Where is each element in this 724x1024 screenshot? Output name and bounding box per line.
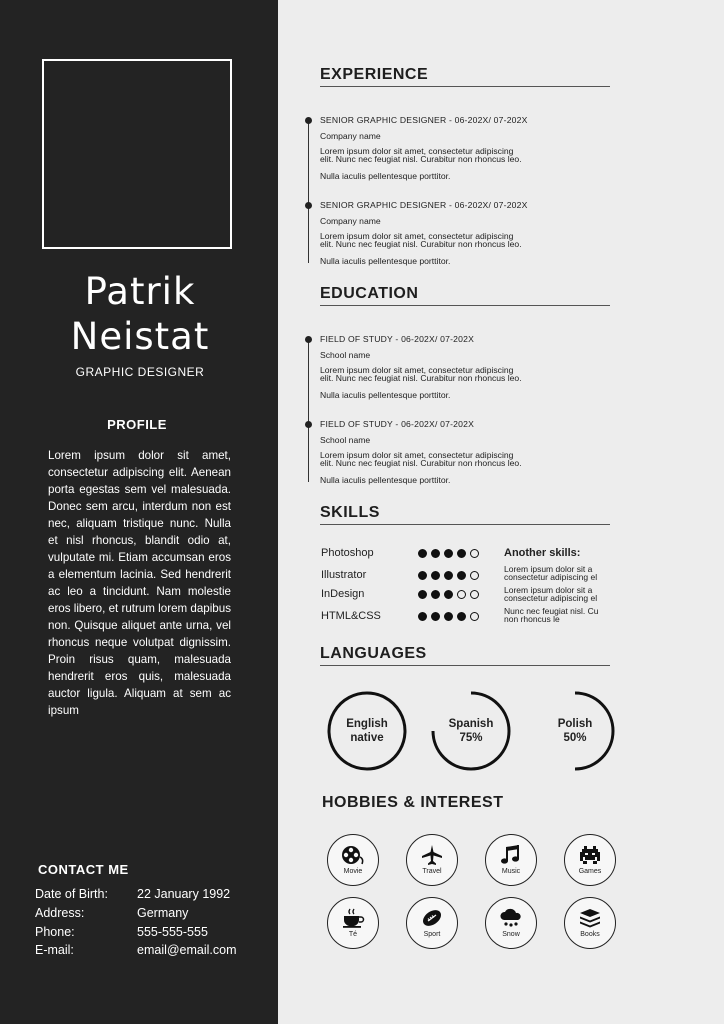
entry-desc-line: Lorem ipsum dolor sit amet, consectetur adipiscing	[320, 450, 514, 460]
language-name: Spanish	[448, 718, 494, 730]
other-skill-text	[504, 565, 614, 581]
timeline-dot	[305, 336, 312, 343]
entry-desc-line: elit. Nunc nec feugiat nisl. Curabitur non rhoncus leo.	[320, 154, 522, 164]
timeline-dot	[305, 421, 312, 428]
entry-title: FIELD OF STUDY - 06-202X/ 07-202X	[320, 334, 475, 344]
skill-name: Photoshop	[321, 547, 374, 559]
entry-subtitle: School name	[320, 435, 371, 445]
hobby-label: Books	[580, 931, 600, 938]
language-name: Polish	[557, 718, 593, 730]
other-skill-line: consectetur adipiscing el	[504, 593, 598, 603]
entry-description	[320, 451, 610, 467]
entry-note: Nulla iaculis pellentesque porttitor.	[320, 475, 451, 485]
education-heading: EDUCATION	[320, 285, 610, 306]
hobby-games	[564, 834, 616, 886]
first-name: Patrik	[84, 270, 196, 313]
entry-desc-line: Lorem ipsum dolor sit amet, consectetur adipiscing	[320, 231, 514, 241]
skill-dot-filled	[431, 571, 440, 580]
experience-heading: EXPERIENCE	[320, 66, 610, 87]
entry-description	[320, 232, 610, 248]
skill-dot-filled	[444, 571, 453, 580]
profile-photo-frame	[42, 59, 232, 249]
skill-dot-filled	[418, 590, 427, 599]
skill-dot-filled	[431, 549, 440, 558]
experience-timeline	[308, 118, 309, 263]
other-skill-text	[504, 607, 614, 623]
entry-desc-line: elit. Nunc nec feugiat nisl. Curabitur non rhoncus leo.	[320, 239, 522, 249]
entry-description	[320, 147, 610, 163]
skill-name: InDesign	[321, 588, 365, 600]
hobby-label: Té	[348, 931, 358, 938]
language-level: 75%	[459, 732, 483, 744]
skill-dot-filled	[457, 571, 466, 580]
entry-subtitle: School name	[320, 350, 371, 360]
entry-subtitle: Company name	[320, 131, 381, 141]
entry-title: SENIOR GRAPHIC DESIGNER - 06-202X/ 07-202X	[320, 115, 528, 125]
hobby-music	[485, 834, 537, 886]
languages-heading: LANGUAGES	[320, 645, 610, 666]
timeline-dot	[305, 202, 312, 209]
entry-title: SENIOR GRAPHIC DESIGNER - 06-202X/ 07-202X	[320, 200, 528, 210]
contact-label: Address:	[35, 906, 85, 920]
hobby-books	[564, 897, 616, 949]
entry-note: Nulla iaculis pellentesque porttitor.	[320, 390, 451, 400]
skill-dot-filled	[418, 571, 427, 580]
film-reel-icon	[328, 844, 378, 871]
contact-row-birth	[35, 887, 230, 901]
last-name: Neistat	[70, 315, 210, 358]
skill-dot-empty	[457, 590, 466, 599]
contact-row-email	[35, 943, 237, 957]
skill-dot-empty	[470, 612, 479, 621]
skills-heading: SKILLS	[320, 504, 610, 525]
skill-dot-filled	[431, 612, 440, 621]
other-skills-heading: Another skills:	[504, 547, 581, 559]
entry-desc-line: elit. Nunc nec feugiat nisl. Curabitur non rhoncus leo.	[320, 458, 522, 468]
music-note-icon	[486, 844, 536, 871]
contact-heading: CONTACT ME	[38, 862, 129, 877]
profile-heading: PROFILE	[107, 417, 167, 432]
sidebar	[0, 0, 278, 1024]
hobby-label: Sport	[423, 931, 441, 938]
other-skill-line: non rhoncus le	[504, 614, 560, 624]
other-skill-line: Nunc nec feugiat nisl. Cu	[504, 606, 599, 616]
skill-rating	[418, 612, 479, 621]
skill-dot-filled	[418, 549, 427, 558]
other-skill-line: Lorem ipsum dolor sit a	[504, 585, 593, 595]
other-skill-line: Lorem ipsum dolor sit a	[504, 564, 593, 574]
skill-dot-filled	[444, 612, 453, 621]
language-label	[534, 690, 616, 772]
contact-value: Germany	[137, 906, 189, 920]
experience-entry	[320, 115, 610, 181]
education-entry	[320, 419, 610, 485]
entry-description	[320, 366, 610, 382]
language-gauge	[430, 690, 512, 772]
contact-label: Date of Birth:	[35, 887, 108, 901]
entry-desc-line: Lorem ipsum dolor sit amet, consectetur adipiscing	[320, 146, 514, 156]
contact-row-address	[35, 906, 188, 920]
airplane-icon	[407, 844, 457, 871]
contact-label: E-mail:	[35, 943, 74, 957]
hobbies-heading: HOBBIES & INTEREST	[322, 794, 504, 811]
skill-dot-filled	[444, 590, 453, 599]
skill-dot-filled	[444, 549, 453, 558]
entry-note: Nulla iaculis pellentesque porttitor.	[320, 171, 451, 181]
other-skill-line: consectetur adipiscing el	[504, 572, 598, 582]
hobby-label: Movie	[343, 868, 363, 875]
hobby-label: Games	[578, 868, 602, 875]
snow-cloud-icon	[486, 907, 536, 934]
skill-dot-empty	[470, 590, 479, 599]
education-entry	[320, 334, 610, 400]
contact-value: 22 January 1992	[137, 887, 231, 901]
language-level: 50%	[563, 732, 587, 744]
hobby-label: Snow	[502, 931, 520, 938]
books-stack-icon	[565, 907, 615, 934]
skill-dot-filled	[457, 612, 466, 621]
entry-desc-line: Lorem ipsum dolor sit amet, consectetur adipiscing	[320, 365, 514, 375]
language-label	[326, 690, 408, 772]
skill-dot-filled	[418, 612, 427, 621]
education-timeline	[308, 337, 309, 482]
timeline-dot	[305, 117, 312, 124]
experience-entry	[320, 200, 610, 266]
contact-value: 555-555-555	[137, 925, 208, 939]
hobby-travel	[406, 834, 458, 886]
hobby-label: Travel	[422, 868, 442, 875]
space-invader-icon	[565, 844, 615, 871]
skill-dot-empty	[470, 549, 479, 558]
hobby-movie	[327, 834, 379, 886]
contact-label: Phone:	[35, 925, 75, 939]
skill-rating	[418, 549, 479, 558]
language-gauge	[534, 690, 616, 772]
contact-row-phone	[35, 925, 208, 939]
entry-subtitle: Company name	[320, 216, 381, 226]
language-name: English	[346, 718, 388, 730]
hobby-label: Music	[501, 868, 521, 875]
skill-dot-filled	[457, 549, 466, 558]
profile-text: Lorem ipsum dolor sit amet, consectetur adipiscing elit. Aenean porta egestas sem vel malesuada. Donec sem arcu, interdum non est nec, aliquam tristique nunc. Nulla et nisl rhoncus, blandit odio at, vulputate mi. Etiam accumsan eros a elementum lacinia. Sed hendrerit ac leo a tincidunt. Nam molestie eros libero, et rutrum lorem dapibus non. Quisque aliquet ante urna, vel rhoncus neque volutpat dignissim. Proin risus quam, malesuada hendrerit eros quis, malesuada auctor ligula. Aliquam at sem ac ipsum	[48, 449, 232, 717]
hobby-tea	[327, 897, 379, 949]
hobby-sport	[406, 897, 458, 949]
other-skill-text	[504, 586, 614, 602]
skill-dot-empty	[470, 571, 479, 580]
job-title: GRAPHIC DESIGNER	[75, 365, 205, 379]
skill-dot-filled	[431, 590, 440, 599]
language-level: native	[350, 732, 384, 744]
skill-rating	[418, 571, 479, 580]
contact-value: email@email.com	[137, 943, 237, 957]
language-label	[430, 690, 512, 772]
entry-desc-line: elit. Nunc nec feugiat nisl. Curabitur non rhoncus leo.	[320, 373, 522, 383]
football-icon	[407, 907, 457, 934]
hobby-snow	[485, 897, 537, 949]
skill-name: Illustrator	[321, 569, 367, 581]
tea-cup-icon	[328, 907, 378, 934]
skill-name: HTML&CSS	[321, 610, 381, 622]
language-gauge	[326, 690, 408, 772]
entry-title: FIELD OF STUDY - 06-202X/ 07-202X	[320, 419, 475, 429]
skill-rating	[418, 590, 479, 599]
entry-note: Nulla iaculis pellentesque porttitor.	[320, 256, 451, 266]
